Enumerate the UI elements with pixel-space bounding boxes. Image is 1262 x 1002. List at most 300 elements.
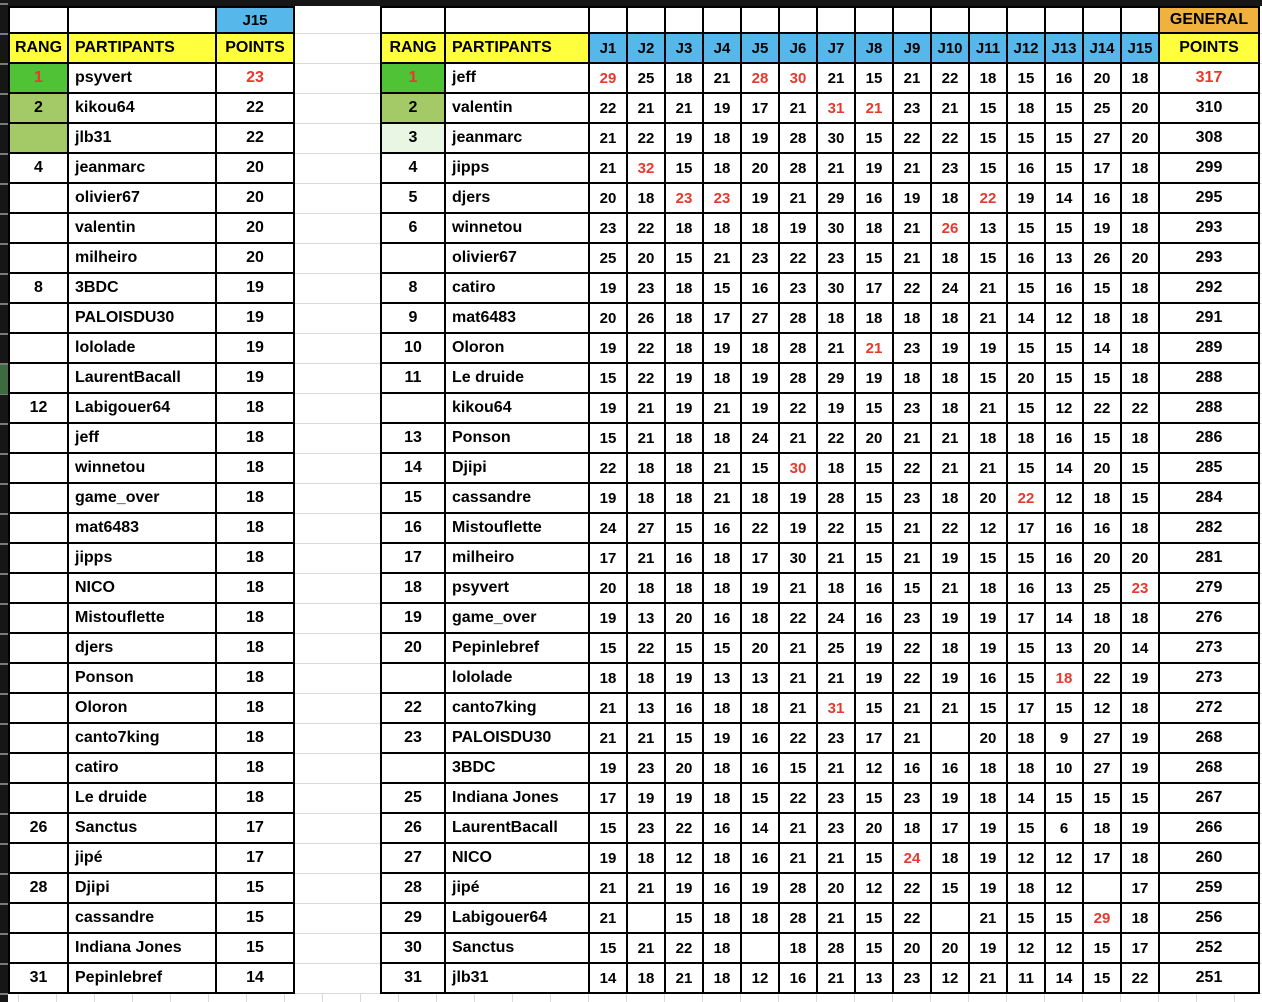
participant-name[interactable]: winnetou (445, 213, 589, 243)
participant-name[interactable]: djers (445, 183, 589, 213)
day-score-cell[interactable]: 21 (779, 693, 817, 723)
rank-cell[interactable]: 4 (381, 153, 445, 183)
day-score-cell[interactable]: 18 (703, 153, 741, 183)
day-score-cell[interactable]: 21 (779, 183, 817, 213)
day-score-cell[interactable]: 17 (931, 813, 969, 843)
day-score-cell[interactable]: 22 (779, 393, 817, 423)
day-score-cell[interactable]: 12 (969, 513, 1007, 543)
day-score-cell[interactable]: 29 (1083, 903, 1121, 933)
participant-name[interactable]: game_over (445, 603, 589, 633)
day-score-cell[interactable]: 27 (1083, 723, 1121, 753)
rank-cell[interactable] (9, 693, 68, 723)
day-score-cell[interactable]: 20 (1121, 243, 1159, 273)
day-score-cell[interactable]: 12 (855, 873, 893, 903)
participant-name[interactable]: Djipi (68, 873, 216, 903)
points-cell[interactable]: 291 (1159, 303, 1259, 333)
day-score-cell[interactable]: 18 (969, 573, 1007, 603)
day-score-cell[interactable]: 21 (779, 633, 817, 663)
day-score-cell[interactable]: 21 (589, 123, 627, 153)
day-score-cell[interactable]: 27 (1083, 753, 1121, 783)
day-score-cell[interactable]: 18 (1121, 183, 1159, 213)
day-score-cell[interactable]: 22 (1083, 663, 1121, 693)
points-cell[interactable]: 272 (1159, 693, 1259, 723)
day-score-cell[interactable]: 13 (741, 663, 779, 693)
day-score-cell[interactable]: 22 (931, 513, 969, 543)
day-score-cell[interactable]: 15 (855, 693, 893, 723)
day-header[interactable]: J14 (1083, 33, 1121, 63)
participant-name[interactable]: catiro (445, 273, 589, 303)
day-score-cell[interactable]: 15 (1007, 123, 1045, 153)
day-score-cell[interactable]: 21 (589, 693, 627, 723)
day-score-cell[interactable]: 22 (589, 453, 627, 483)
day-score-cell[interactable]: 18 (1007, 723, 1045, 753)
day-score-cell[interactable]: 22 (893, 273, 931, 303)
day-score-cell[interactable]: 15 (1007, 633, 1045, 663)
day-score-cell[interactable]: 16 (855, 603, 893, 633)
day-score-cell[interactable]: 18 (969, 783, 1007, 813)
day-score-cell[interactable]: 24 (931, 273, 969, 303)
blank-cell[interactable] (381, 7, 445, 33)
day-score-cell[interactable]: 26 (1083, 243, 1121, 273)
rank-cell[interactable] (9, 363, 68, 393)
participant-name[interactable]: jipps (445, 153, 589, 183)
blank-cell[interactable] (741, 7, 779, 33)
general-super-header[interactable]: GENERAL (1159, 7, 1259, 33)
participant-name[interactable]: mat6483 (445, 303, 589, 333)
day-score-cell[interactable]: 18 (665, 333, 703, 363)
day-score-cell[interactable]: 18 (703, 933, 741, 963)
points-cell[interactable]: 15 (216, 903, 294, 933)
day-score-cell[interactable]: 21 (817, 753, 855, 783)
rank-cell[interactable] (9, 123, 68, 153)
day-score-cell[interactable]: 22 (817, 423, 855, 453)
day-score-cell[interactable]: 16 (1045, 423, 1083, 453)
day-score-cell[interactable]: 28 (817, 483, 855, 513)
day-score-cell[interactable]: 13 (627, 603, 665, 633)
day-score-cell[interactable]: 17 (855, 273, 893, 303)
day-score-cell[interactable]: 15 (665, 903, 703, 933)
participant-name[interactable]: jipé (68, 843, 216, 873)
day-score-cell[interactable]: 16 (969, 663, 1007, 693)
participant-name[interactable]: NICO (445, 843, 589, 873)
points-cell[interactable]: 267 (1159, 783, 1259, 813)
day-score-cell[interactable]: 18 (589, 663, 627, 693)
day-score-cell[interactable] (741, 933, 779, 963)
day-score-cell[interactable]: 23 (893, 483, 931, 513)
day-score-cell[interactable]: 12 (665, 843, 703, 873)
day-score-cell[interactable]: 10 (1045, 753, 1083, 783)
day-score-cell[interactable]: 15 (1121, 453, 1159, 483)
day-score-cell[interactable]: 13 (855, 963, 893, 993)
day-score-cell[interactable]: 28 (779, 333, 817, 363)
day-score-cell[interactable]: 9 (1045, 723, 1083, 753)
day-score-cell[interactable]: 20 (1007, 363, 1045, 393)
day-score-cell[interactable]: 14 (1045, 603, 1083, 633)
points-cell[interactable]: 18 (216, 543, 294, 573)
day-score-cell[interactable]: 18 (703, 213, 741, 243)
participant-name[interactable]: mat6483 (68, 513, 216, 543)
rank-cell[interactable] (9, 183, 68, 213)
rank-cell[interactable]: 8 (381, 273, 445, 303)
day-score-cell[interactable]: 18 (665, 573, 703, 603)
day-score-cell[interactable]: 18 (969, 63, 1007, 93)
day-score-cell[interactable]: 16 (779, 963, 817, 993)
day-score-cell[interactable]: 31 (817, 693, 855, 723)
points-cell[interactable]: 266 (1159, 813, 1259, 843)
day-score-cell[interactable]: 18 (817, 303, 855, 333)
day-score-cell[interactable]: 32 (627, 153, 665, 183)
day-score-cell[interactable]: 18 (741, 213, 779, 243)
day-score-cell[interactable]: 14 (1045, 183, 1083, 213)
day-score-cell[interactable]: 12 (741, 963, 779, 993)
rank-cell[interactable] (9, 933, 68, 963)
participant-name[interactable]: PALOISDU30 (445, 723, 589, 753)
day-score-cell[interactable]: 12 (931, 963, 969, 993)
day-score-cell[interactable]: 21 (779, 93, 817, 123)
day-score-cell[interactable]: 12 (1045, 843, 1083, 873)
day-score-cell[interactable]: 16 (1007, 573, 1045, 603)
day-score-cell[interactable]: 15 (1007, 543, 1045, 573)
points-cell[interactable]: 17 (216, 843, 294, 873)
day-score-cell[interactable]: 18 (703, 423, 741, 453)
day-score-cell[interactable]: 13 (1045, 243, 1083, 273)
day-score-cell[interactable]: 15 (665, 243, 703, 273)
day-score-cell[interactable]: 21 (969, 273, 1007, 303)
points-cell[interactable]: 18 (216, 633, 294, 663)
blank-cell[interactable] (779, 7, 817, 33)
day-score-cell[interactable]: 19 (779, 513, 817, 543)
day-score-cell[interactable]: 21 (893, 543, 931, 573)
day-score-cell[interactable]: 17 (589, 783, 627, 813)
day-score-cell[interactable]: 18 (1007, 873, 1045, 903)
rank-cell[interactable] (9, 573, 68, 603)
points-cell[interactable]: 20 (216, 213, 294, 243)
day-score-cell[interactable] (931, 723, 969, 753)
rank-cell[interactable] (9, 723, 68, 753)
rank-cell[interactable] (9, 663, 68, 693)
day-score-cell[interactable]: 29 (589, 63, 627, 93)
day-score-cell[interactable]: 19 (779, 213, 817, 243)
day-score-cell[interactable]: 19 (1121, 753, 1159, 783)
day-score-cell[interactable]: 21 (779, 663, 817, 693)
day-score-cell[interactable]: 20 (969, 723, 1007, 753)
day-score-cell[interactable]: 18 (627, 483, 665, 513)
day-score-cell[interactable]: 17 (589, 543, 627, 573)
day-score-cell[interactable]: 21 (589, 903, 627, 933)
points-cell[interactable]: 273 (1159, 633, 1259, 663)
participant-name[interactable]: jlb31 (445, 963, 589, 993)
day-score-cell[interactable]: 24 (589, 513, 627, 543)
day-score-cell[interactable]: 19 (665, 393, 703, 423)
day-score-cell[interactable]: 12 (1045, 873, 1083, 903)
day-score-cell[interactable]: 18 (817, 573, 855, 603)
rank-cell[interactable]: 15 (381, 483, 445, 513)
day-score-cell[interactable]: 16 (855, 573, 893, 603)
day-score-cell[interactable]: 15 (1083, 273, 1121, 303)
day-score-cell[interactable]: 21 (817, 153, 855, 183)
rank-cell[interactable] (9, 213, 68, 243)
day-score-cell[interactable]: 18 (665, 423, 703, 453)
day-score-cell[interactable]: 19 (665, 663, 703, 693)
day-score-cell[interactable]: 21 (779, 813, 817, 843)
day-score-cell[interactable]: 24 (893, 843, 931, 873)
participant-name[interactable]: Le druide (445, 363, 589, 393)
day-score-cell[interactable]: 16 (1045, 63, 1083, 93)
participant-name[interactable]: olivier67 (445, 243, 589, 273)
day-score-cell[interactable]: 21 (627, 933, 665, 963)
points-cell[interactable]: 20 (216, 153, 294, 183)
points-cell[interactable]: 22 (216, 93, 294, 123)
day-score-cell[interactable]: 21 (893, 693, 931, 723)
day-score-cell[interactable]: 19 (931, 783, 969, 813)
day-score-cell[interactable]: 18 (893, 303, 931, 333)
day-score-cell[interactable]: 15 (1007, 333, 1045, 363)
day-score-cell[interactable]: 23 (893, 393, 931, 423)
day-score-cell[interactable]: 18 (627, 453, 665, 483)
day-score-cell[interactable]: 23 (627, 273, 665, 303)
rank-cell[interactable] (381, 753, 445, 783)
points-cell[interactable]: 308 (1159, 123, 1259, 153)
day-score-cell[interactable]: 15 (969, 243, 1007, 273)
day-score-cell[interactable]: 16 (1083, 513, 1121, 543)
day-score-cell[interactable]: 15 (589, 423, 627, 453)
day-score-cell[interactable]: 22 (627, 213, 665, 243)
points-cell[interactable]: 20 (216, 243, 294, 273)
rank-cell[interactable]: 2 (381, 93, 445, 123)
day-score-cell[interactable]: 12 (1045, 303, 1083, 333)
day-score-cell[interactable]: 18 (969, 423, 1007, 453)
day-score-cell[interactable]: 18 (703, 753, 741, 783)
rank-cell[interactable] (9, 513, 68, 543)
points-cell[interactable]: 293 (1159, 243, 1259, 273)
points-cell[interactable]: 18 (216, 693, 294, 723)
day-score-cell[interactable]: 20 (589, 573, 627, 603)
day-score-cell[interactable]: 20 (741, 633, 779, 663)
day-score-cell[interactable]: 19 (589, 843, 627, 873)
day-score-cell[interactable]: 19 (589, 393, 627, 423)
day-score-cell[interactable]: 19 (893, 183, 931, 213)
day-header[interactable]: J4 (703, 33, 741, 63)
blank-cell[interactable] (855, 7, 893, 33)
day-score-cell[interactable]: 18 (855, 213, 893, 243)
rank-cell[interactable] (9, 543, 68, 573)
points-cell[interactable]: 317 (1159, 63, 1259, 93)
participant-name[interactable]: djers (68, 633, 216, 663)
day-score-cell[interactable]: 22 (589, 93, 627, 123)
day-score-cell[interactable]: 16 (665, 693, 703, 723)
day-score-cell[interactable]: 18 (817, 453, 855, 483)
day-score-cell[interactable]: 15 (855, 513, 893, 543)
points-cell[interactable]: 19 (216, 303, 294, 333)
day-score-cell[interactable]: 30 (779, 63, 817, 93)
day-score-cell[interactable]: 18 (627, 963, 665, 993)
day-score-cell[interactable]: 17 (1007, 693, 1045, 723)
day-score-cell[interactable]: 24 (741, 423, 779, 453)
day-score-cell[interactable]: 12 (1083, 693, 1121, 723)
day-score-cell[interactable]: 17 (741, 93, 779, 123)
day-score-cell[interactable]: 20 (1083, 63, 1121, 93)
rank-cell[interactable]: 3 (381, 123, 445, 153)
day-score-cell[interactable]: 29 (817, 363, 855, 393)
points-cell[interactable]: 284 (1159, 483, 1259, 513)
day-score-cell[interactable]: 21 (931, 453, 969, 483)
day-score-cell[interactable]: 19 (741, 363, 779, 393)
participant-name[interactable]: game_over (68, 483, 216, 513)
day-score-cell[interactable]: 20 (969, 483, 1007, 513)
day-score-cell[interactable]: 19 (969, 603, 1007, 633)
day-score-cell[interactable]: 15 (1045, 213, 1083, 243)
points-cell[interactable]: 286 (1159, 423, 1259, 453)
blank-cell[interactable] (817, 7, 855, 33)
day-score-cell[interactable]: 18 (627, 663, 665, 693)
day-score-cell[interactable]: 21 (893, 243, 931, 273)
day-score-cell[interactable]: 21 (589, 873, 627, 903)
day-score-cell[interactable]: 21 (893, 423, 931, 453)
blank-cell[interactable] (893, 7, 931, 33)
day-header[interactable]: J12 (1007, 33, 1045, 63)
day-score-cell[interactable]: 21 (893, 213, 931, 243)
rank-cell[interactable] (9, 303, 68, 333)
day-score-cell[interactable]: 23 (893, 603, 931, 633)
participant-name[interactable]: LaurentBacall (445, 813, 589, 843)
day-score-cell[interactable]: 30 (817, 273, 855, 303)
day-score-cell[interactable]: 18 (1121, 213, 1159, 243)
participant-name[interactable]: winnetou (68, 453, 216, 483)
day-score-cell[interactable]: 21 (703, 393, 741, 423)
day-score-cell[interactable]: 23 (817, 783, 855, 813)
day-score-cell[interactable]: 21 (817, 63, 855, 93)
participant-name[interactable]: valentin (445, 93, 589, 123)
day-score-cell[interactable]: 15 (589, 813, 627, 843)
day-score-cell[interactable]: 28 (817, 933, 855, 963)
participant-name[interactable]: PALOISDU30 (68, 303, 216, 333)
day-score-cell[interactable]: 20 (589, 183, 627, 213)
day-score-cell[interactable]: 15 (855, 933, 893, 963)
rank-cell[interactable]: 11 (381, 363, 445, 393)
participant-name[interactable]: Mistouflette (68, 603, 216, 633)
day-score-cell[interactable]: 20 (1083, 633, 1121, 663)
points-cell[interactable]: 18 (216, 483, 294, 513)
day-score-cell[interactable]: 12 (1007, 843, 1045, 873)
points-cell[interactable]: 18 (216, 423, 294, 453)
day-header[interactable]: J13 (1045, 33, 1083, 63)
day-score-cell[interactable]: 19 (931, 663, 969, 693)
day-score-cell[interactable]: 17 (1007, 513, 1045, 543)
day-score-cell[interactable]: 22 (665, 813, 703, 843)
day-score-cell[interactable]: 15 (969, 693, 1007, 723)
rank-cell[interactable]: 20 (381, 633, 445, 663)
day-score-cell[interactable]: 21 (589, 723, 627, 753)
day-score-cell[interactable]: 14 (589, 963, 627, 993)
rank-cell[interactable]: 23 (381, 723, 445, 753)
rank-cell[interactable] (9, 333, 68, 363)
day-score-cell[interactable]: 18 (1121, 693, 1159, 723)
day-score-cell[interactable]: 22 (779, 723, 817, 753)
day-score-cell[interactable]: 15 (1083, 423, 1121, 453)
day-score-cell[interactable]: 23 (817, 243, 855, 273)
day-score-cell[interactable]: 18 (665, 213, 703, 243)
day-score-cell[interactable]: 19 (969, 633, 1007, 663)
day-score-cell[interactable]: 15 (665, 153, 703, 183)
participant-name[interactable]: kikou64 (68, 93, 216, 123)
day-score-cell[interactable]: 22 (627, 123, 665, 153)
rank-cell[interactable] (9, 453, 68, 483)
rank-cell[interactable]: 10 (381, 333, 445, 363)
day-score-cell[interactable]: 15 (665, 513, 703, 543)
rank-cell[interactable]: 25 (381, 783, 445, 813)
day-score-cell[interactable]: 20 (855, 423, 893, 453)
day-score-cell[interactable]: 15 (1045, 903, 1083, 933)
points-cell[interactable]: 15 (216, 933, 294, 963)
rank-cell[interactable] (9, 903, 68, 933)
day-score-cell[interactable]: 15 (855, 543, 893, 573)
rank-cell[interactable]: 2 (9, 93, 68, 123)
day-score-cell[interactable]: 15 (1007, 213, 1045, 243)
points-cell[interactable]: 23 (216, 63, 294, 93)
participant-name[interactable]: canto7king (445, 693, 589, 723)
day-score-cell[interactable]: 19 (931, 603, 969, 633)
day-score-cell[interactable]: 15 (589, 363, 627, 393)
day-score-cell[interactable]: 18 (627, 573, 665, 603)
points-cell[interactable]: 18 (216, 723, 294, 753)
day-score-cell[interactable]: 23 (893, 963, 931, 993)
day-score-cell[interactable]: 13 (1045, 633, 1083, 663)
day-score-cell[interactable]: 21 (969, 303, 1007, 333)
day-score-cell[interactable]: 18 (627, 183, 665, 213)
day-score-cell[interactable]: 31 (817, 93, 855, 123)
day-score-cell[interactable]: 17 (1083, 153, 1121, 183)
points-cell[interactable]: 18 (216, 603, 294, 633)
day-score-cell[interactable]: 22 (665, 933, 703, 963)
day-score-cell[interactable]: 15 (779, 753, 817, 783)
blank-cell[interactable] (445, 7, 589, 33)
day-score-cell[interactable]: 20 (1083, 453, 1121, 483)
day-score-cell[interactable]: 21 (703, 453, 741, 483)
day-score-cell[interactable]: 19 (741, 183, 779, 213)
day-score-cell[interactable]: 16 (665, 543, 703, 573)
day-score-cell[interactable]: 18 (741, 603, 779, 633)
day-score-cell[interactable]: 30 (779, 543, 817, 573)
points-cell[interactable]: 288 (1159, 363, 1259, 393)
participant-name[interactable]: Labigouer64 (445, 903, 589, 933)
day-score-cell[interactable]: 22 (779, 243, 817, 273)
participant-name[interactable]: psyvert (68, 63, 216, 93)
points-cell[interactable]: 18 (216, 783, 294, 813)
day-score-cell[interactable]: 28 (779, 873, 817, 903)
day-score-cell[interactable]: 21 (627, 93, 665, 123)
blank-cell[interactable] (589, 7, 627, 33)
day-score-cell[interactable]: 21 (969, 903, 1007, 933)
day-score-cell[interactable]: 18 (779, 933, 817, 963)
day-score-cell[interactable]: 22 (893, 123, 931, 153)
day-score-cell[interactable]: 22 (779, 783, 817, 813)
day-score-cell[interactable]: 23 (703, 183, 741, 213)
day-score-cell[interactable]: 15 (855, 783, 893, 813)
day-score-cell[interactable]: 14 (1007, 783, 1045, 813)
blank-cell[interactable] (1121, 7, 1159, 33)
points-cell[interactable]: 18 (216, 663, 294, 693)
participant-name[interactable]: jipps (68, 543, 216, 573)
day-score-cell[interactable]: 16 (741, 843, 779, 873)
day-score-cell[interactable]: 19 (855, 363, 893, 393)
points-cell[interactable]: 19 (216, 333, 294, 363)
day-score-cell[interactable]: 21 (703, 483, 741, 513)
day-score-cell[interactable]: 18 (931, 483, 969, 513)
points-cell[interactable]: 17 (216, 813, 294, 843)
day-score-cell[interactable]: 18 (1121, 423, 1159, 453)
day-score-cell[interactable]: 20 (1083, 543, 1121, 573)
day-score-cell[interactable] (627, 903, 665, 933)
